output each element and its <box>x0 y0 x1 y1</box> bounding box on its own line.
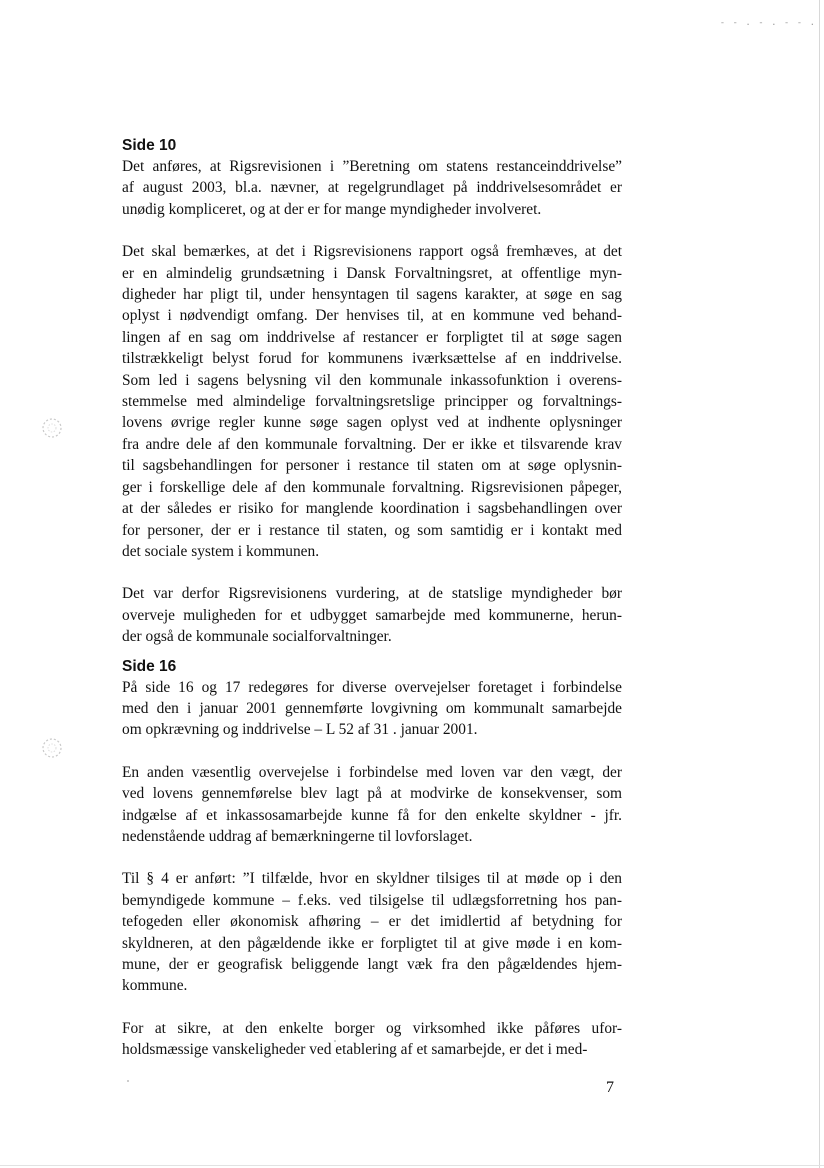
paragraph-gap <box>122 741 622 762</box>
section-heading: Side 10 <box>122 137 177 154</box>
text-line: Som led i sagens belysning vil den kommunale inkassofunktion i overens- <box>122 371 622 389</box>
text-line: Det anføres, at Rigsrevisionen i ”Beretning om statens restanceinddrivelse” <box>122 158 622 175</box>
text-line: mune, der er geografisk beliggende langt væk fra den pågældendes hjem- <box>122 956 622 973</box>
body-paragraph <box>122 677 622 741</box>
text-line: lingen af en sag om inddrivelse af restancer er forpligtet til at søge sagen <box>122 328 622 346</box>
body-paragraph <box>122 241 622 562</box>
text-line: er en almindelig grundsætning i Dansk Forvaltningsret, at offentlige myn- <box>122 264 622 282</box>
text-line: stemmelse med almindelige forvaltningsretslige principper og forvaltnings- <box>122 393 622 411</box>
punch-hole-icon <box>40 414 64 442</box>
corner-scan-mark: - - . - . - - . <box>719 18 816 28</box>
text-line: lovens øvrige regler kunne søge sagen oplyst ved at indhente oplysninger <box>122 414 622 432</box>
text-line: ger i forskellige dele af den kommunale forvaltning. Rigsrevisionen påpeger, <box>122 478 622 496</box>
text-line: unødig kompliceret, og at der er for mange myndigheder involveret. <box>122 200 542 218</box>
section-heading: Side 16 <box>122 657 177 675</box>
text-line: bemyndigede kommune – f.eks. ved tilsigelse til udlægsforretning hos pan- <box>122 891 622 909</box>
text-line: for personer, der er i restance til staten, og som samtidig er i kontakt med <box>122 521 622 539</box>
text-line: På side 16 og 17 redegøres for diverse overvejelser foretaget i forbindelse <box>122 678 622 696</box>
body-paragraph <box>122 868 622 996</box>
paragraph-gap <box>122 220 622 241</box>
text-line: det sociale system i kommunen. <box>122 542 320 560</box>
section-gap <box>122 648 622 657</box>
text-line: overveje muligheden for et udbygget samarbejde med kommunerne, herun- <box>122 606 622 624</box>
text-line: Det var derfor Rigsrevisionens vurdering, at de statslige myndigheder bør <box>122 585 622 603</box>
text-line: holdsmæssige vanskeligheder ved etablering af et samarbejde, er det i med- <box>122 1041 588 1059</box>
text-line: om opkrævning og inddrivelse – L 52 af 31 . januar 2001. <box>122 721 478 739</box>
paragraph-gap <box>122 847 622 868</box>
text-line: tefogeden eller økonomisk afhøring – er det imidlertid af betydning for <box>122 913 622 931</box>
scan-edge-bottom <box>0 1165 824 1166</box>
text-line: skyldneren, at den pågældende ikke er forpligtet til at give møde i en kom- <box>122 934 622 952</box>
text-line: med den i januar 2001 gennemførte lovgivning om kommunalt samarbejde <box>122 699 622 717</box>
text-line: at der således er risiko for manglende koordination i sagsbehandlingen over <box>122 500 622 518</box>
paragraph-gap <box>122 562 622 583</box>
scan-speck <box>127 1080 129 1082</box>
document-body <box>122 136 622 1061</box>
text-line: kommune. <box>122 977 188 995</box>
page-number: 7 <box>606 1079 614 1096</box>
text-line: der også de kommunale socialforvaltninger. <box>122 628 392 646</box>
body-paragraph <box>122 583 622 647</box>
text-line: af august 2003, bl.a. nævner, at regelgrundlaget på inddrivelsesområdet er <box>122 179 622 197</box>
text-line: til sagsbehandlingen for personer i restance til staten om at søge oplysnin- <box>122 457 622 475</box>
punch-hole-icon <box>40 734 64 762</box>
text-line: fra andre dele af den kommunale forvaltning. Der er ikke et tilsvarende krav <box>122 435 622 453</box>
text-line: oplyst i nødvendigt omfang. Der henvises til, at en kommune ved behand- <box>122 307 622 325</box>
text-line: ved lovens gennemførelse blev lagt på at modvirke de konsekvenser, som <box>122 785 622 803</box>
text-line: En anden væsentlig overvejelse i forbindelse med loven var den vægt, der <box>122 763 622 781</box>
body-paragraph <box>122 762 622 848</box>
text-line: tilstrækkeligt belyst forud for kommunens iværksættelse af en inddrivelse. <box>122 350 622 368</box>
body-paragraph <box>122 1018 622 1061</box>
body-paragraph <box>122 156 622 220</box>
text-line: nedenstående uddrag af bemærkningerne til lovforslaget. <box>122 827 473 845</box>
text-line: digheder har pligt til, under hensyntagen til sagens karakter, at søge en sag <box>122 286 622 304</box>
text-line: Det skal bemærkes, at det i Rigsrevisionens rapport også fremhæves, at det <box>122 243 622 261</box>
text-line: Til § 4 er anført: ”I tilfælde, hvor en skyldner tilsiges til at møde op i den <box>122 870 622 888</box>
text-line: For at sikre, at den enkelte borger og virksomhed ikke påføres ufor- <box>122 1019 622 1037</box>
scan-edge-right <box>819 0 820 1168</box>
text-line: indgælse af et inkassosamarbejde kunne få for den enkelte skyldner - jfr. <box>122 806 622 824</box>
paragraph-gap <box>122 997 622 1018</box>
